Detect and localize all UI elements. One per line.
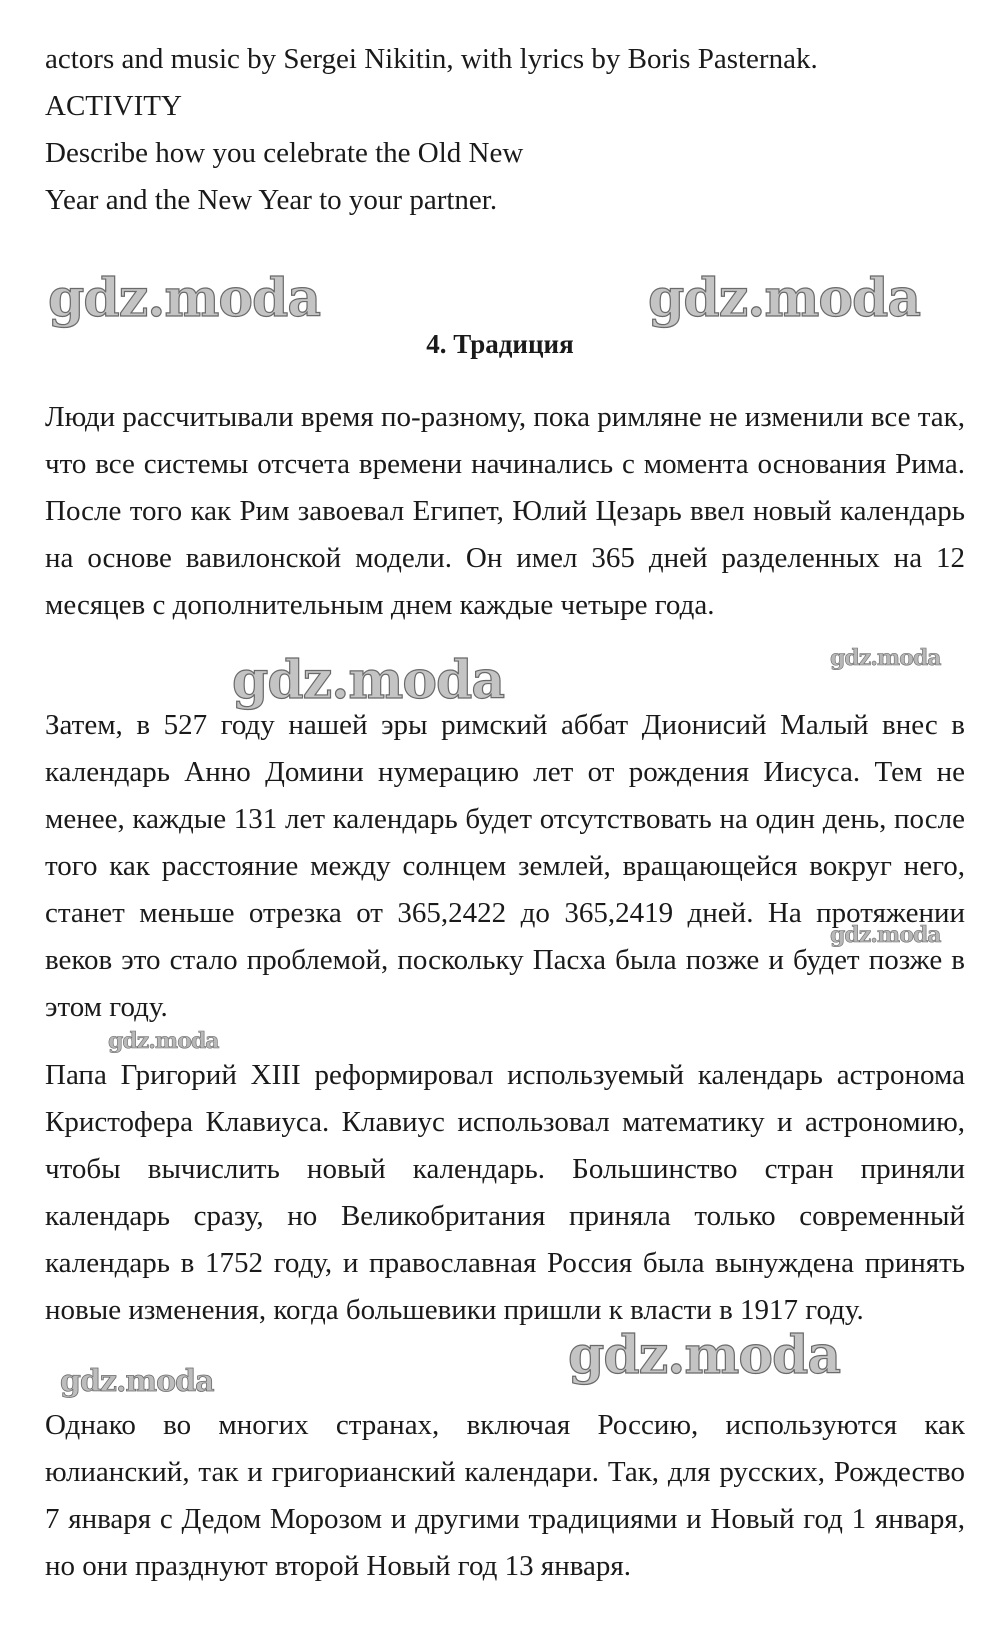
activity-heading: ACTIVITY xyxy=(45,90,182,122)
english-line-1: actors and music by Sergei Nikitin, with lyrics by Boris Pasternak. xyxy=(45,43,818,75)
paragraph-3: Папа Григорий XIII реформировал используемый календарь астронома Кристофера Клавиуса. Клавиус использовал математику и астрономию, чтобы вычислить новый календарь. Большинство стран приняли календарь сразу, но Великобритания приняла только современный календарь в 1752 году, и православная Россия была вынуждена принять новые изменения, когда большевики пришли к власти в 1917 году. xyxy=(45,1059,965,1326)
paragraph-2: Затем, в 527 году нашей эры римский аббат Дионисий Малый внес в календарь Анно Домини нумерацию лет от рождения Иисуса. Тем не менее, каждые 131 лет календарь будет отсутствовать на один день, после того как расстояние между солнцем землей, вращающейся вокруг него, станет меньше отрезка от 365,2422 до 365,2419 дней. На протяжении веков это стало проблемой, поскольку Пасха была позже и будет позже в этом году. xyxy=(45,709,965,1023)
section-title: 4. Традиция xyxy=(426,329,574,359)
watermark: gdz.moda xyxy=(830,645,941,671)
activity-text-line-1: Describe how you celebrate the Old New xyxy=(45,137,524,169)
activity-text-line-2: Year and the New Year to your partner. xyxy=(45,184,498,216)
watermark: gdz.moda xyxy=(830,922,941,948)
watermark: gdz.moda xyxy=(48,268,321,329)
watermark: gdz.moda xyxy=(232,650,505,711)
watermark: gdz.moda xyxy=(60,1364,214,1399)
watermark: gdz.moda xyxy=(108,1028,219,1054)
paragraph-1: Люди рассчитывали время по-разному, пока римляне не изменили все так, что все системы отсчета времени начинались с момента основания Рима. После того как Рим завоевал Египет, Юлий Цезарь ввел новый календарь на основе вавилонской модели. Он имел 365 дней разделенных на 12 месяцев с дополнительным днем каждые четыре года. xyxy=(45,401,965,621)
paragraph-4: Однако во многих странах, включая Россию, используются как юлианский, так и григорианский календари. Так, для русских, Рождество 7 января с Дедом Морозом и другими традициями и Новый год 1 января, но они празднуют второй Новый год 13 января. xyxy=(45,1409,965,1582)
watermark: gdz.moda xyxy=(568,1325,841,1386)
watermark: gdz.moda xyxy=(648,268,921,329)
